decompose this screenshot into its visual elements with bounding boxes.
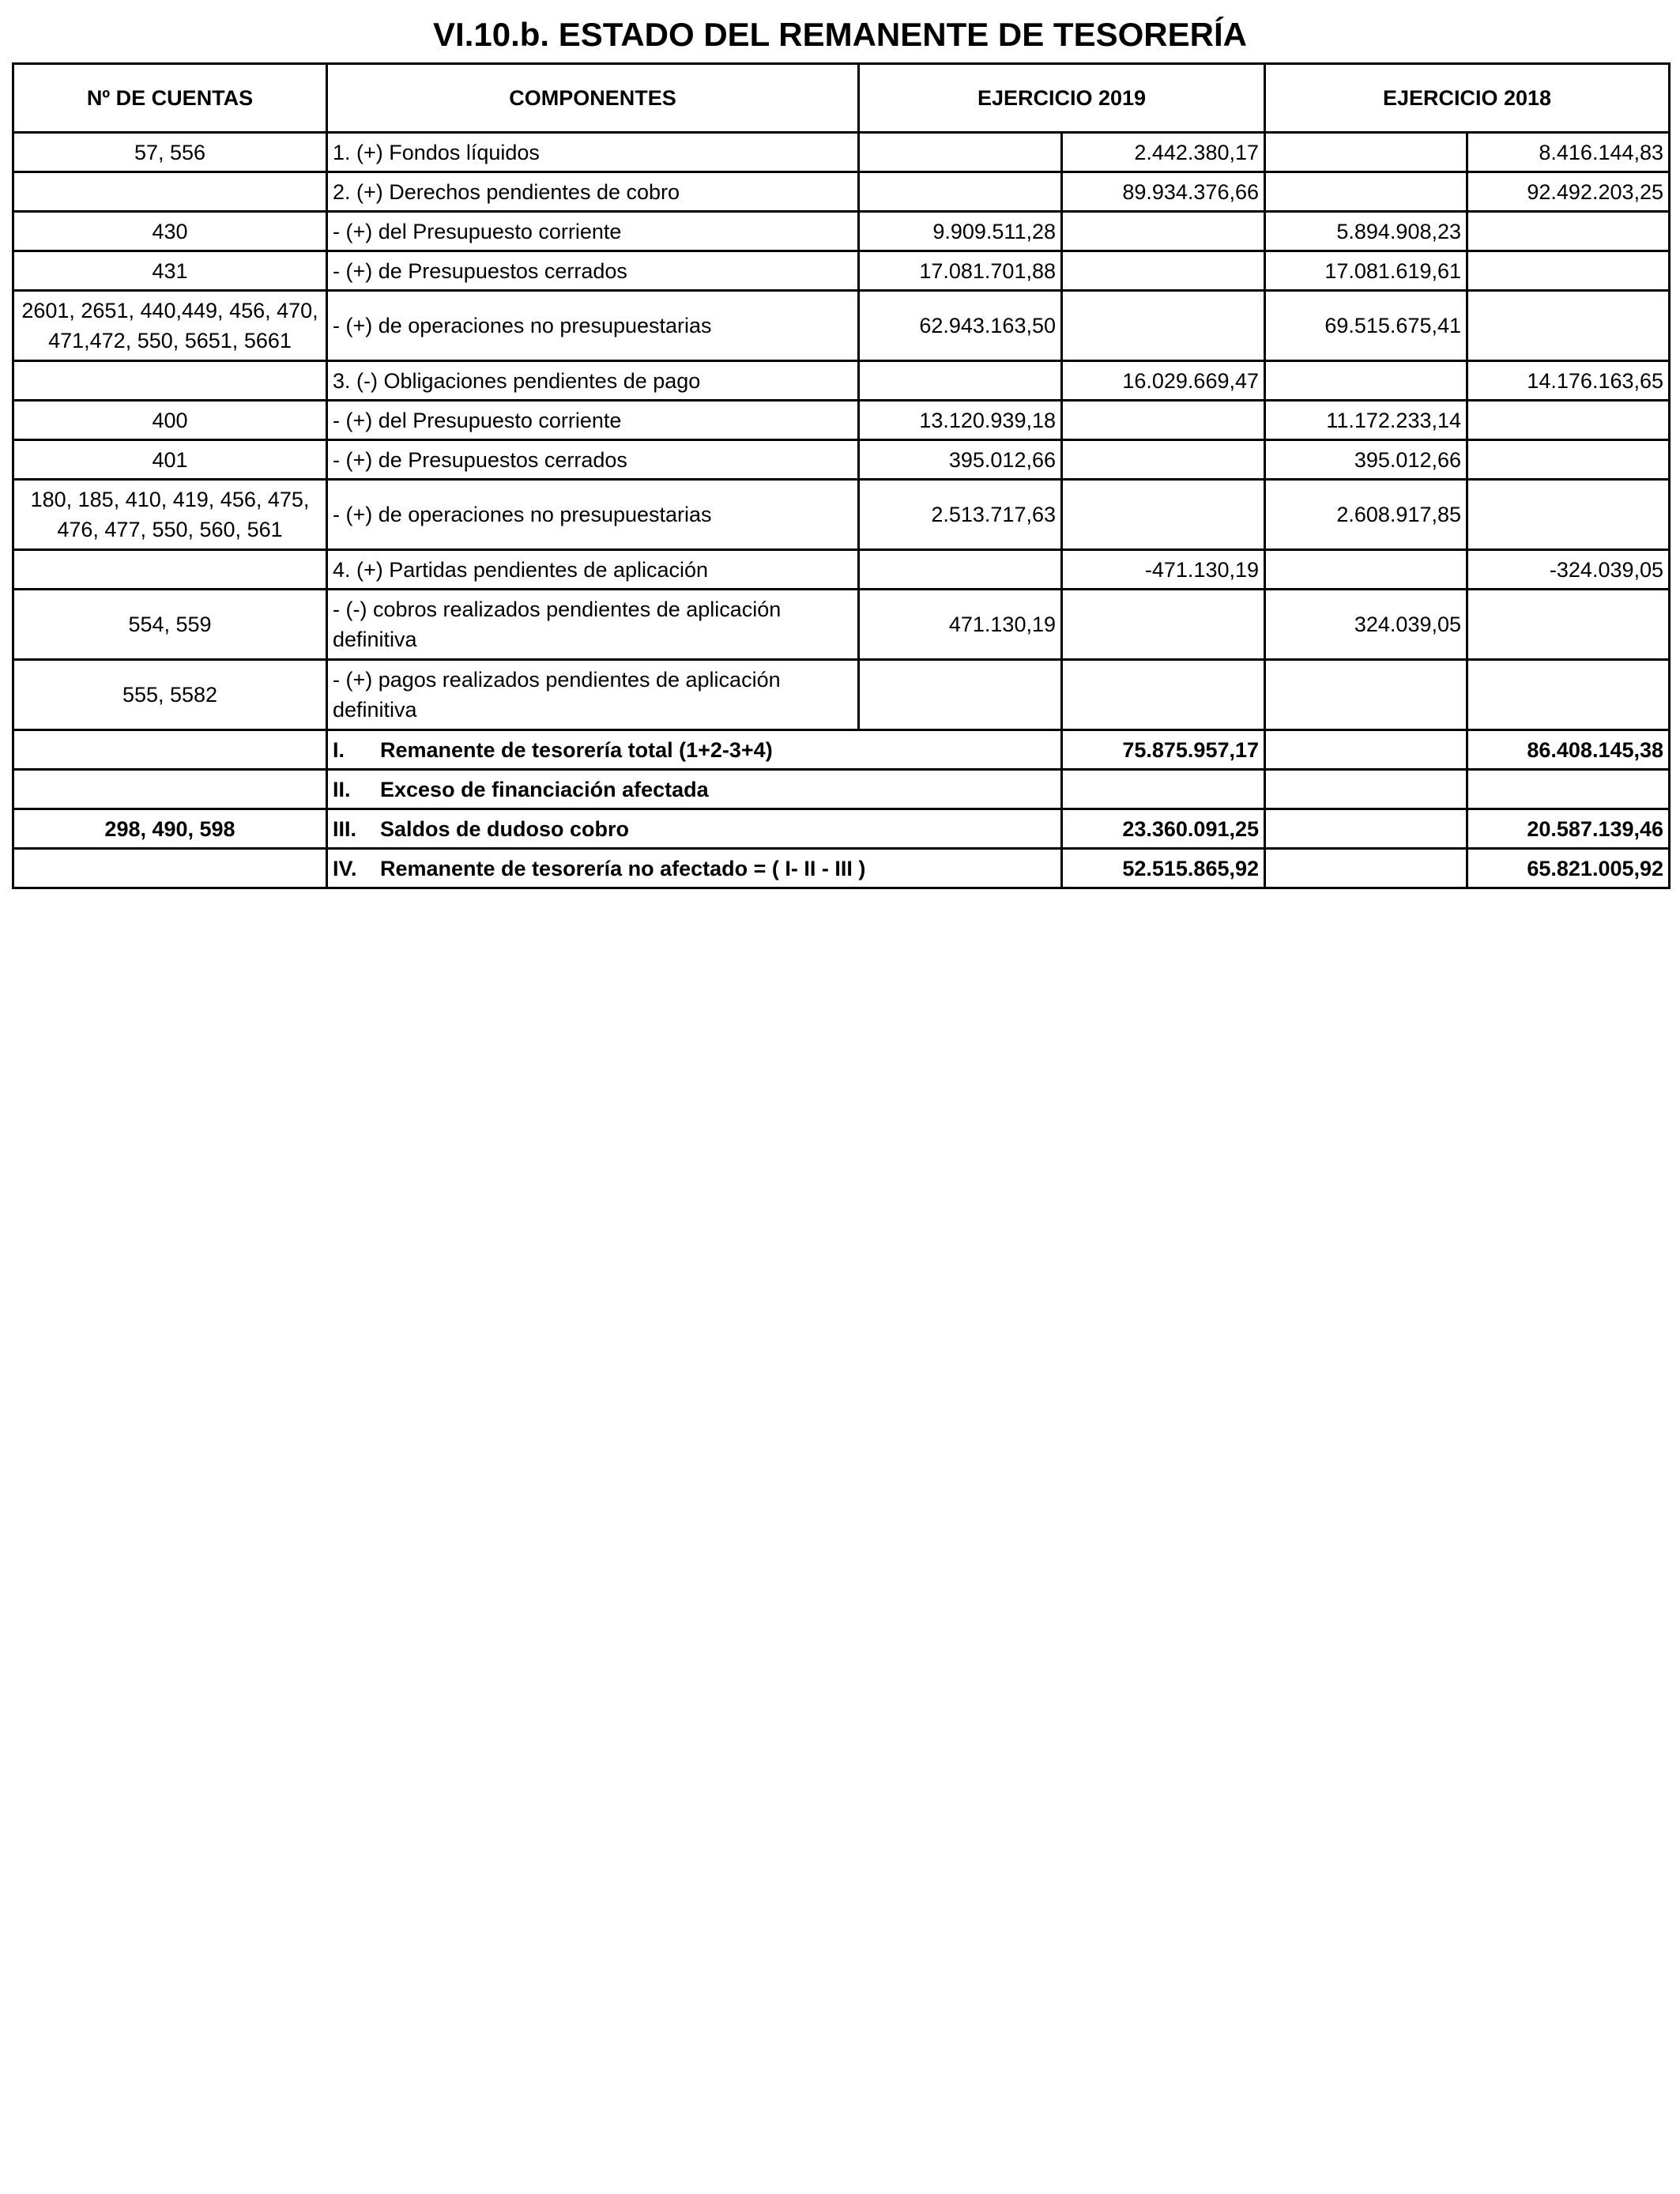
- year-2019-detail-cell: 13.120.939,18: [859, 401, 1062, 440]
- account-numbers-cell: 401: [13, 440, 327, 480]
- table-row: [13, 251, 1670, 291]
- table-row: [13, 401, 1670, 440]
- year-2018-detail-cell: [1265, 172, 1467, 212]
- treasury-remainder-table: [12, 62, 1671, 889]
- year-2019-detail-cell: [859, 172, 1062, 212]
- year-2018-detail-cell: 5.894.908,23: [1265, 212, 1467, 251]
- year-2019-total-cell: [1062, 251, 1265, 291]
- year-2018-total-cell: [1467, 480, 1670, 550]
- year-2019-total-cell: [1062, 590, 1265, 660]
- account-numbers-cell: [13, 730, 327, 770]
- year-2018-detail-cell: 69.515.675,41: [1265, 291, 1467, 361]
- table-header-row: [13, 64, 1670, 133]
- year-2019-total-cell: [1062, 212, 1265, 251]
- account-numbers-cell: [13, 550, 327, 590]
- component-cell: - (+) de operaciones no presupuestarias: [327, 291, 859, 361]
- year-2019-total-cell: [1062, 401, 1265, 440]
- total-numeral: I.: [333, 737, 345, 762]
- year-2018-detail-cell: [1265, 660, 1467, 730]
- component-cell: - (+) de Presupuestos cerrados: [327, 440, 859, 480]
- table-row: [13, 660, 1670, 730]
- year-2019-total-cell: -471.130,19: [1062, 550, 1265, 590]
- year-2018-detail-cell: [1265, 849, 1467, 888]
- year-2018-total-cell: [1467, 770, 1670, 809]
- year-2018-total-cell: 86.408.145,38: [1467, 730, 1670, 770]
- component-cell: 3. (-) Obligaciones pendientes de pago: [327, 361, 859, 401]
- account-numbers-cell: 57, 556: [13, 133, 327, 172]
- account-numbers-cell: 431: [13, 251, 327, 291]
- table-row: [13, 212, 1670, 251]
- year-2018-detail-cell: [1265, 550, 1467, 590]
- total-label: Saldos de dudoso cobro: [380, 816, 630, 841]
- year-2018-total-cell: [1467, 212, 1670, 251]
- table-row: [13, 550, 1670, 590]
- account-numbers-cell: [13, 361, 327, 401]
- account-numbers-cell: 2601, 2651, 440,449, 456, 470, 471,472, 550, 5651, 5661: [13, 291, 327, 361]
- year-2018-total-cell: 20.587.139,46: [1467, 809, 1670, 849]
- account-numbers-cell: 555, 5582: [13, 660, 327, 730]
- year-2018-total-cell: 14.176.163,65: [1467, 361, 1670, 401]
- year-2018-total-cell: -324.039,05: [1467, 550, 1670, 590]
- total-numeral: IV.: [333, 856, 357, 880]
- year-2018-total-cell: 92.492.203,25: [1467, 172, 1670, 212]
- account-numbers-cell: 554, 559: [13, 590, 327, 660]
- year-2019-total-cell: 52.515.865,92: [1062, 849, 1265, 888]
- table-row: [13, 440, 1670, 480]
- year-2018-total-cell: [1467, 251, 1670, 291]
- account-numbers-cell: [13, 849, 327, 888]
- year-2019-total-cell: 89.934.376,66: [1062, 172, 1265, 212]
- year-2018-detail-cell: [1265, 730, 1467, 770]
- account-numbers-cell: 430: [13, 212, 327, 251]
- component-cell: - (+) pagos realizados pendientes de aplicación definitiva: [327, 660, 859, 730]
- total-numeral: II.: [333, 777, 351, 801]
- total-row: [13, 849, 1670, 888]
- year-2018-detail-cell: [1265, 361, 1467, 401]
- total-row: [13, 809, 1670, 849]
- account-numbers-cell: 298, 490, 598: [13, 809, 327, 849]
- year-2019-detail-cell: [859, 550, 1062, 590]
- table-row: [13, 590, 1670, 660]
- account-numbers-cell: [13, 770, 327, 809]
- year-2019-detail-cell: 9.909.511,28: [859, 212, 1062, 251]
- year-2019-detail-cell: 395.012,66: [859, 440, 1062, 480]
- year-2018-total-cell: 65.821.005,92: [1467, 849, 1670, 888]
- year-2019-detail-cell: [859, 660, 1062, 730]
- year-2018-detail-cell: 17.081.619,61: [1265, 251, 1467, 291]
- header-year-2018: EJERCICIO 2018: [1265, 64, 1670, 133]
- year-2018-total-cell: [1467, 440, 1670, 480]
- year-2019-total-cell: 23.360.091,25: [1062, 809, 1265, 849]
- account-numbers-cell: [13, 172, 327, 212]
- total-row: [13, 770, 1670, 809]
- table-row: [13, 480, 1670, 550]
- component-cell: - (-) cobros realizados pendientes de aplicación definitiva: [327, 590, 859, 660]
- total-numeral: III.: [333, 816, 357, 841]
- component-cell: 2. (+) Derechos pendientes de cobro: [327, 172, 859, 212]
- table-row: [13, 172, 1670, 212]
- year-2018-detail-cell: [1265, 809, 1467, 849]
- header-components: COMPONENTES: [327, 64, 859, 133]
- year-2018-total-cell: [1467, 401, 1670, 440]
- year-2019-total-cell: [1062, 770, 1265, 809]
- year-2019-total-cell: 2.442.380,17: [1062, 133, 1265, 172]
- total-label: Remanente de tesorería total (1+2-3+4): [380, 737, 773, 762]
- year-2019-detail-cell: [859, 133, 1062, 172]
- year-2019-total-cell: 16.029.669,47: [1062, 361, 1265, 401]
- component-cell: - (+) de Presupuestos cerrados: [327, 251, 859, 291]
- year-2019-detail-cell: 62.943.163,50: [859, 291, 1062, 361]
- year-2018-total-cell: 8.416.144,83: [1467, 133, 1670, 172]
- year-2019-detail-cell: [859, 361, 1062, 401]
- component-cell: - (+) de operaciones no presupuestarias: [327, 480, 859, 550]
- year-2018-total-cell: [1467, 291, 1670, 361]
- total-label-cell: [327, 770, 1062, 809]
- total-label-cell: [327, 849, 1062, 888]
- header-year-2019: EJERCICIO 2019: [859, 64, 1265, 133]
- component-cell: - (+) del Presupuesto corriente: [327, 212, 859, 251]
- year-2018-total-cell: [1467, 660, 1670, 730]
- year-2019-total-cell: [1062, 440, 1265, 480]
- total-label-cell: [327, 809, 1062, 849]
- page-title: VI.10.b. ESTADO DEL REMANENTE DE TESORERÍA: [433, 16, 1247, 53]
- account-numbers-cell: 400: [13, 401, 327, 440]
- header-accounts: Nº DE CUENTAS: [13, 64, 327, 133]
- year-2019-detail-cell: 471.130,19: [859, 590, 1062, 660]
- total-row: [13, 730, 1670, 770]
- year-2018-detail-cell: 2.608.917,85: [1265, 480, 1467, 550]
- total-label: Remanente de tesorería no afectado = ( I- II - III ): [380, 856, 866, 880]
- year-2019-detail-cell: 2.513.717,63: [859, 480, 1062, 550]
- year-2019-total-cell: [1062, 480, 1265, 550]
- total-label-cell: [327, 730, 1062, 770]
- component-cell: 4. (+) Partidas pendientes de aplicación: [327, 550, 859, 590]
- table-row: [13, 133, 1670, 172]
- component-cell: - (+) del Presupuesto corriente: [327, 401, 859, 440]
- year-2018-detail-cell: [1265, 770, 1467, 809]
- year-2019-total-cell: [1062, 660, 1265, 730]
- table-row: [13, 291, 1670, 361]
- total-label: Exceso de financiación afectada: [380, 777, 709, 801]
- year-2018-detail-cell: 324.039,05: [1265, 590, 1467, 660]
- year-2019-total-cell: 75.875.957,17: [1062, 730, 1265, 770]
- year-2018-total-cell: [1467, 590, 1670, 660]
- component-cell: 1. (+) Fondos líquidos: [327, 133, 859, 172]
- table-row: [13, 361, 1670, 401]
- year-2018-detail-cell: 11.172.233,14: [1265, 401, 1467, 440]
- year-2018-detail-cell: 395.012,66: [1265, 440, 1467, 480]
- year-2019-total-cell: [1062, 291, 1265, 361]
- year-2018-detail-cell: [1265, 133, 1467, 172]
- account-numbers-cell: 180, 185, 410, 419, 456, 475, 476, 477, 550, 560, 561: [13, 480, 327, 550]
- year-2019-detail-cell: 17.081.701,88: [859, 251, 1062, 291]
